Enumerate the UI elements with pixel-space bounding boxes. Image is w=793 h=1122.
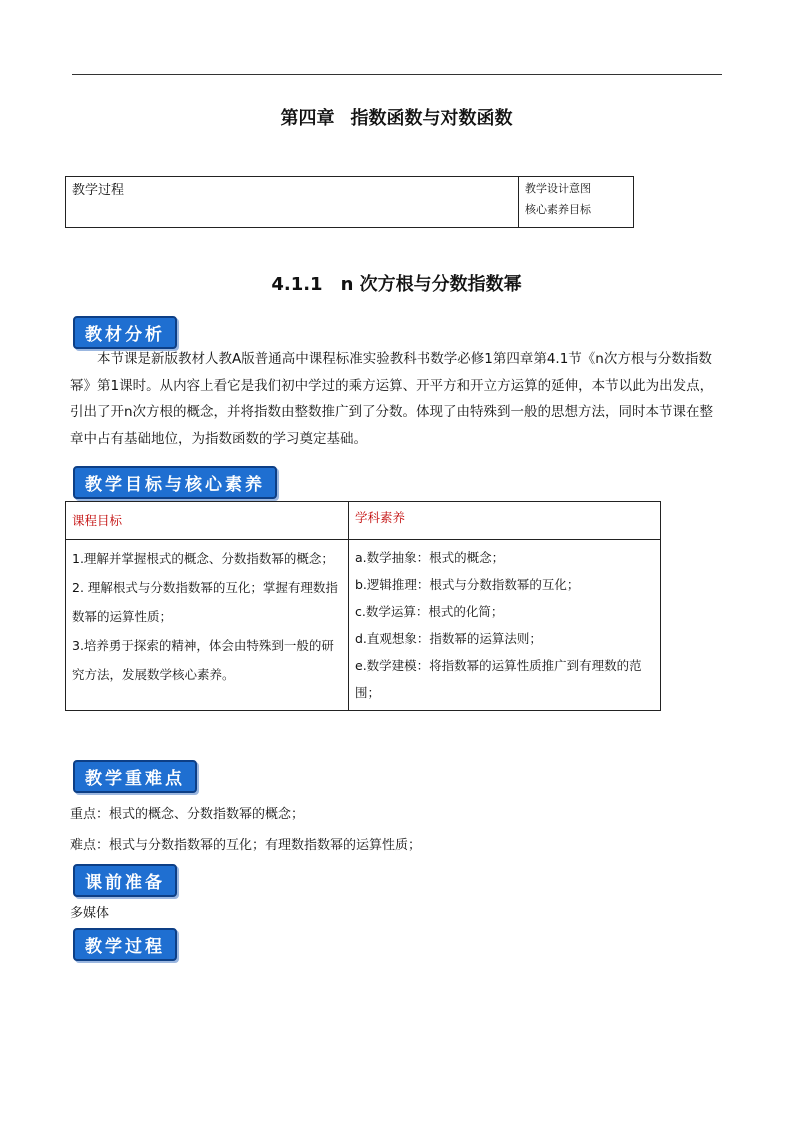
literacy-item: e.数学建模：将指数幂的运算性质推广到有理数的范围；: [355, 658, 642, 700]
goals-table: [65, 501, 661, 711]
design-intent-label: 教学设计意图: [525, 182, 591, 195]
badge-analysis: 教材分析: [73, 316, 177, 349]
section-title: 4.1.1 n 次方根与分数指数幂: [271, 274, 522, 295]
badge-process: 教学过程: [73, 928, 177, 961]
badge-goals: 教学目标与核心素养: [73, 466, 277, 499]
goals-col2-head: 学科素养: [349, 502, 661, 540]
header-table-left: 教学过程: [66, 177, 519, 228]
difficult-point-line: 难点：根式与分数指数幂的互化；有理数指数幂的运算性质；: [70, 838, 422, 853]
literacy-item: a.数学抽象：根式的概念；: [355, 550, 505, 565]
course-goal-item: 3.培养勇于探索的精神，体会由特殊到一般的研究方法，发展数学核心素养。: [72, 638, 334, 682]
chapter-name: 指数函数与对数函数: [350, 108, 513, 129]
core-literacy-label: 核心素养目标: [525, 203, 591, 216]
badge-keypoints: 教学重难点: [73, 760, 197, 793]
literacy-item: b.逻辑推理：根式与分数指数幂的互化；: [355, 577, 580, 592]
course-goal-item: 2. 理解根式与分数指数幂的互化；掌握有理数指数幂的运算性质；: [72, 580, 338, 624]
course-goal-item: 1.理解并掌握根式的概念、分数指数幂的概念；: [72, 551, 334, 566]
chapter-number: 第四章: [280, 108, 335, 129]
header-rule: [72, 74, 722, 75]
chapter-title: [0, 104, 793, 130]
goals-col1-head: 课程目标: [66, 502, 349, 540]
header-table: [65, 176, 634, 228]
literacy-item: c.数学运算：根式的化简；: [355, 604, 504, 619]
analysis-paragraph: 本节课是新版教材人教A版普通高中课程标准实验教科书数学必修1第四章第4.1节《n次方根与分数指数幂》第1课时。从内容上看它是我们初中学过的乘方运算、开平方和开立方运算的延伸，本节以此为出发点，引出了开n次方根的概念，并将指数由整数推广到了分数。体现了由特殊到一般的思想方法，同时本节课在整章中占有基础地位，为指数函数的学习奠定基础。: [70, 351, 714, 447]
literacy-item: d.直观想象：指数幂的运算法则；: [355, 631, 542, 646]
badge-prep: 课前准备: [73, 864, 177, 897]
literacy-cell: [349, 540, 661, 711]
header-table-right: [519, 177, 634, 228]
key-point-line: 重点：根式的概念、分数指数幂的概念；: [70, 807, 305, 822]
course-goals-cell: [66, 540, 349, 711]
prep-text: 多媒体: [70, 906, 110, 921]
